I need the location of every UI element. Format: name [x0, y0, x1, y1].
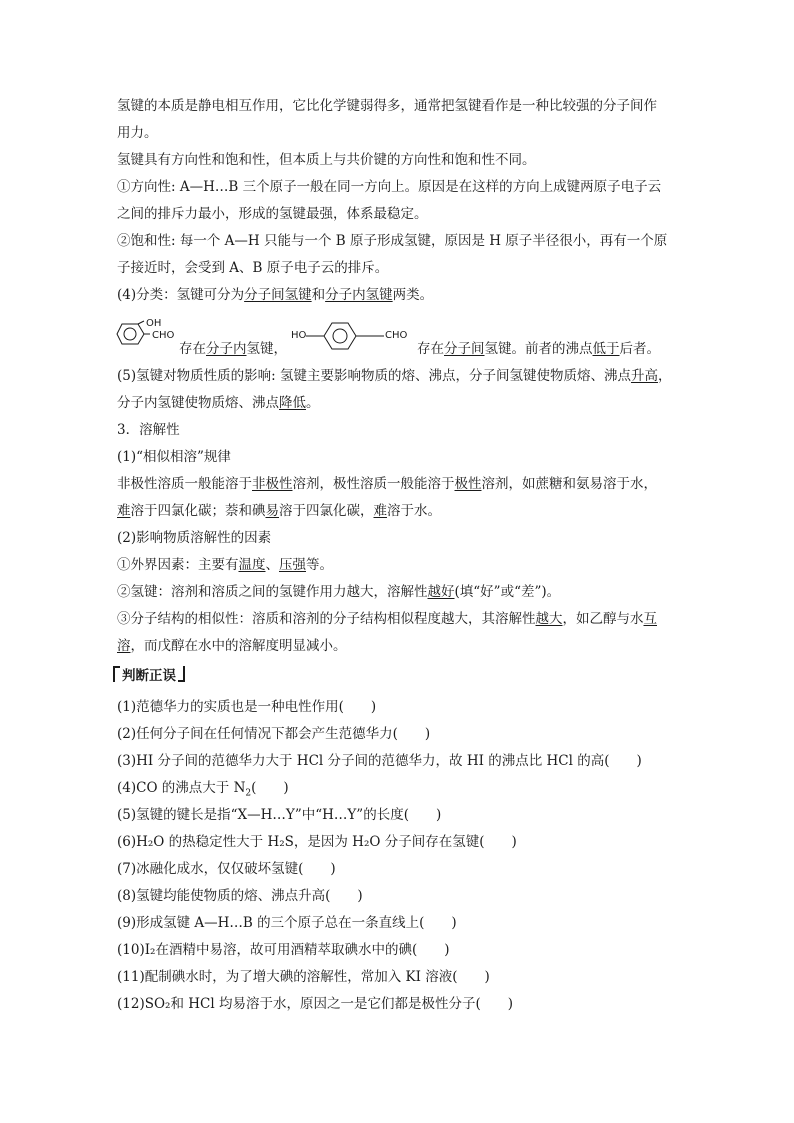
text-line: 溶，而戊醇在水中的溶解度明显减小。: [117, 638, 347, 654]
answer-blank: 升高: [630, 368, 658, 384]
answer-blank: 降低: [279, 395, 306, 411]
answer-blank: 越好: [427, 584, 455, 600]
question-item: (2)任何分子间在任何情况下都会产生范德华力( ): [117, 726, 431, 742]
section-heading: 3．溶解性: [117, 422, 180, 438]
text-line: ②氢键：溶剂和溶质之间的氢键作用力越大，溶解性越好(填“好”或“差”)。: [117, 584, 561, 600]
question-item: (12)SO₂和 HCl 均易溶于水，原因之一是它们都是极性分子( ): [117, 996, 513, 1012]
text-line: ①外界因素：主要有温度、压强等。: [117, 557, 333, 573]
answer-blank: 难: [373, 503, 387, 519]
answer-blank: 压强: [279, 557, 306, 573]
text-line: (2)影响物质溶解性的因素: [117, 530, 272, 546]
answer-blank: 难: [117, 503, 131, 519]
text-line: 分子内氢键使物质熔、沸点降低。: [117, 395, 320, 411]
answer-blank: 极性: [454, 476, 482, 492]
answer-blank: 分子内: [206, 341, 247, 357]
text-line: ②饱和性: 每一个 A—H 只能与一个 B 原子形成氢键，原因是 H 原子半径很小，再有一个原: [117, 233, 668, 249]
text-line: (4)分类：氢键可分为分子间氢键和分子内氢键两类。: [117, 287, 434, 303]
question-item: (4)CO 的沸点大于 $N_2$( ): [117, 780, 289, 799]
question-item: (7)冰融化成水，仅仅破坏氢键( ): [117, 861, 336, 877]
text-line: 氢键具有方向性和饱和性，但本质上与共价键的方向性和饱和性不同。: [117, 152, 536, 168]
answer-blank: 易: [265, 503, 279, 519]
hydroxyl-label: OH: [146, 318, 162, 329]
answer-blank: 溶: [117, 638, 131, 654]
question-item: (11)配制碘水时，为了增大碘的溶解性，常加入 KI 溶液( ): [117, 969, 490, 985]
question-item: (8)氢键均能使物质的熔、沸点升高( ): [117, 888, 363, 904]
text-line: 存在分子内氢键，: [179, 341, 287, 357]
text-line: (5)氢键对物质性质的影响: 氢键主要影响物质的熔、沸点，分子间氢键使物质熔、沸点升高，: [117, 368, 672, 384]
text-line: 氢键的本质是静电相互作用，它比化学键弱得多，通常把氢键看作是一种比较强的分子间作: [117, 98, 657, 114]
aldehyde-label: CHO: [152, 330, 175, 341]
question-item: (5)氢键的键长是指“X—H…Y”中“H…Y”的长度( ): [117, 807, 442, 823]
question-item: (3)HI 分子间的范德华力大于 HCl 分子间的范德华力，故 HI 的沸点比 HCl 的高( ): [117, 753, 642, 769]
answer-blank: 互: [643, 611, 657, 627]
text-line: ①方向性: A—H…B 三个原子一般在同一方向上。原因是在这样的方向上成键两原子电子云: [117, 179, 662, 195]
text-line: (1)“相似相溶”规律: [117, 449, 231, 465]
text-line: 难溶于四氯化碳；萘和碘易溶于四氯化碳，难溶于水。: [117, 503, 441, 519]
answer-blank: 越大: [535, 611, 563, 627]
answer-blank: 温度: [238, 557, 266, 573]
question-item: (1)范德华力的实质也是一种电性作用( ): [117, 699, 377, 715]
text-line: ③分子结构的相似性：溶质和溶剂的分子结构相似程度越大，其溶解性越大，如乙醇与水互: [117, 611, 657, 627]
answer-blank: 低于: [592, 341, 620, 357]
answer-blank: 分子间: [444, 341, 485, 357]
text-line: 之间的排斥力最小，形成的氢键最强，体系最稳定。: [117, 206, 428, 222]
text-line: 存在分子间氢键。前者的沸点低于后者。: [417, 341, 660, 357]
question-item: (6)H₂O 的热稳定性大于 H₂S，是因为 H₂O 分子间存在氢键( ): [117, 834, 517, 850]
p-hydroxybenzaldehyde-structure: [306, 318, 386, 354]
hydroxyl-label: HO: [291, 330, 307, 341]
answer-blank: 分子间氢键: [244, 287, 312, 303]
text-line: 子接近时，会受到 A、B 原子电子云的排斥。: [117, 260, 389, 276]
answer-blank: 非极性: [252, 476, 293, 492]
section-tag: 判断正误: [113, 664, 185, 684]
question-item: (9)形成氢键 A—H…B 的三个原子总在一条直线上( ): [117, 915, 457, 931]
text-line: 用力。: [117, 125, 158, 141]
text-line: 非极性溶质一般能溶于非极性溶剂，极性溶质一般能溶于极性溶剂，如蔗糖和氨易溶于水，: [117, 476, 657, 492]
answer-blank: 分子内氢键: [325, 287, 393, 303]
aldehyde-label: CHO: [385, 330, 408, 341]
question-item: (10)I₂在酒精中易溶，故可用酒精萃取碘水中的碘( ): [117, 942, 450, 958]
